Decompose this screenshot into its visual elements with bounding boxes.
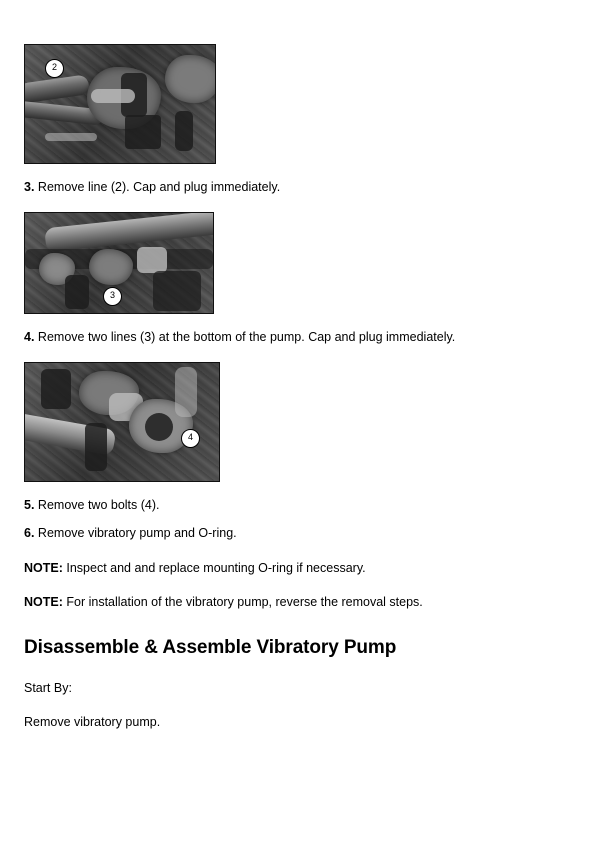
figure-callout-2: 2	[45, 59, 64, 78]
photo-shape-dark	[153, 271, 201, 311]
step-5-number: 5.	[24, 498, 35, 513]
step-4-text: Remove two lines (3) at the bottom of the pump. Cap and plug immediately.	[37, 330, 456, 345]
photo-shape-light	[91, 89, 135, 103]
note-label: NOTE:	[24, 594, 63, 609]
figure-hydraulic-line-photo	[24, 44, 216, 164]
step-6-number: 6.	[24, 526, 35, 541]
note-label: NOTE:	[24, 560, 63, 575]
step-6-text: Remove vibratory pump and O-ring.	[37, 526, 237, 541]
step-3	[24, 178, 576, 196]
page-content	[24, 44, 576, 731]
note-text: For installation of the vibratory pump, reverse the removal steps.	[66, 594, 423, 609]
photo-shape-light	[45, 133, 97, 141]
photo-shape-bracket	[165, 55, 216, 103]
photo-shape-dark	[41, 369, 71, 409]
figure-pump-bottom-lines-photo	[24, 212, 214, 314]
note-installation	[24, 593, 576, 611]
step-6	[24, 524, 576, 542]
step-3-text: Remove line (2). Cap and plug immediately.	[37, 180, 281, 194]
photo-shape-light	[175, 367, 197, 417]
figure-callout-3: 3	[103, 287, 122, 306]
step-5	[24, 496, 576, 514]
start-by-item: Remove vibratory pump.	[24, 714, 161, 729]
note-text: Inspect and and replace mounting O-ring if necessary.	[66, 560, 366, 575]
figure-callout-4: 4	[181, 429, 200, 448]
step-3-number: 3.	[24, 180, 35, 194]
note-inspect-oring	[24, 559, 576, 577]
step-4-number: 4.	[24, 330, 35, 345]
photo-shape-dark	[85, 423, 107, 471]
photo-shape-dark	[65, 275, 89, 309]
figure-mounting-bolts-photo	[24, 362, 220, 482]
step-5-text: Remove two bolts (4).	[37, 498, 160, 513]
photo-shape-dark	[175, 111, 193, 151]
photo-shape-valve	[125, 115, 161, 149]
photo-shape-fitting	[89, 249, 133, 285]
start-by-label: Start By:	[24, 680, 72, 695]
section-title: Disassemble & Assemble Vibratory Pump	[24, 636, 397, 658]
photo-shape-light	[137, 247, 167, 273]
step-4	[24, 328, 576, 346]
